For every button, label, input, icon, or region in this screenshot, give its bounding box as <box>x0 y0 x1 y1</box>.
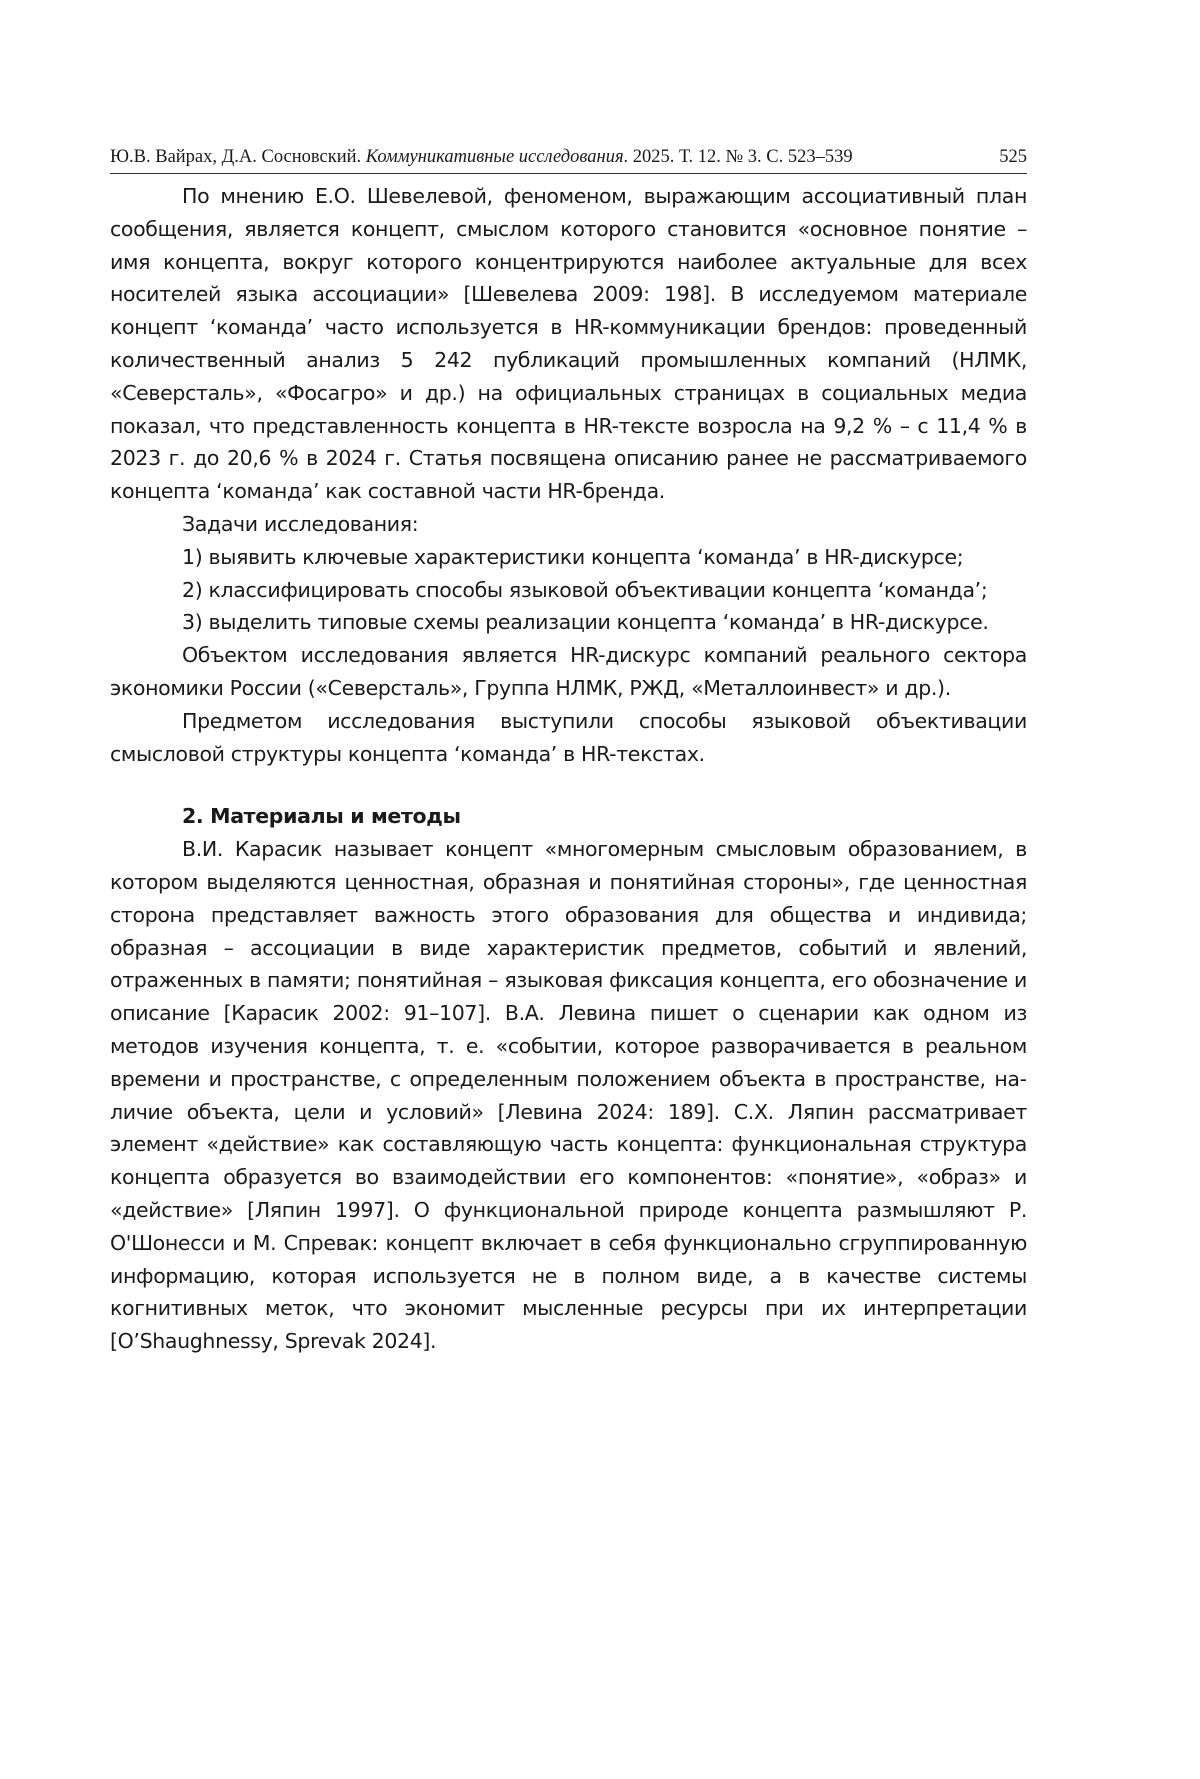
running-head <box>110 146 1027 174</box>
paragraph-concept-definition: По мнению Е.О. Шевелевой, феноменом, выражающим ассоциативный план сообщения, является концепт, смыслом которого становится «основное понятие – имя концепта, вокруг которого концентрируются наиболее актуальные для всех носителей языка ассоциации» [Шевелева 2009: 198]. В исследуемом материале концепт ‘команда’ часто используется в HR-коммуникации брендов: проведенный количественный анализ 5 242 публикаций промышленных компаний (НЛМК, «Северсталь», «Фосагро» и др.) на официальных страницах в социальных медиа показал, что представленность концепта в HR-тексте возросла на 9,2 % – с 11,4 % в 2023 г. до 20,6 % в 2024 г. Статья посвящена описанию ранее не рассматриваемого концепта ‘команда’ как составной части HR-бренда. <box>110 184 1027 504</box>
running-head-citation <box>110 146 853 168</box>
paragraph-methods: В.И. Карасик называет концепт «многомерным смысловым образованием, в котором выделяются ценностная, образная и понятийная стороны», где ценностная сторона представляет важность этого образования для общества и индивида; образная – ассоциации в виде характеристик предметов, событий и явлений, отраженных в памяти; понятийная – языковая фиксация концепта, его обозначение и описание [Карасик 2002: 91–107]. В.А. Левина пишет о сценарии как одном из методов изучения концепта, т. е. «событии, которое разворачивается в реальном времени и пространстве, с определенным положением объекта в пространстве, наличие объекта, цели и условий» [Левина 2024: 189]. С.Х. Ляпин рассматривает элемент «действие» как составляющую часть концепта: функциональная структура концепта образуется во взаимодействии его компонентов: «понятие», «образ» и «действие» [Ляпин 1997]. О функциональной природе концепта размышляют Р. О'Шонесси и М. Спревак: концепт включает в себя функционально сгруппированную информацию, которая используется не в полном виде, а в качестве системы когнитивных меток, что экономит мысленные ресурсы при их интерпретации [O’Shaughnessy, Sprevak 2024]. <box>110 837 1027 1354</box>
paragraph-research-object: Объектом исследования является HR-дискурс компаний реального сектора экономики России («Северсталь», Группа НЛМК, РЖД, «Металлоинвест» и др.). <box>110 643 1027 700</box>
running-head-authors: Ю.В. Вайрах, Д.А. Сосновский. <box>110 147 362 167</box>
intro-text <box>110 180 1027 770</box>
task-item-2: 2) классифицировать способы языковой объективации концепта ‘команда’; <box>182 577 988 602</box>
running-head-issue: . 2025. Т. 12. № 3. С. 523–539 <box>623 147 853 167</box>
paragraph-tasks-label: Задачи исследования: <box>182 511 419 536</box>
section-heading: 2. Материалы и методы <box>182 804 461 829</box>
task-item-1: 1) выявить ключевые характеристики концепта ‘команда’ в HR-дискурсе; <box>182 544 964 569</box>
task-item-3: 3) выделить типовые схемы реализации концепта ‘команда’ в HR-дискурсе. <box>182 610 989 635</box>
section-body <box>110 833 1027 1358</box>
running-head-journal: Коммуникативные исследования <box>365 147 624 167</box>
page <box>110 146 1027 1358</box>
paragraph-research-subject: Предметом исследования выступили способы языковой объективации смысловой структуры концепта ‘команда’ в HR-текстах. <box>110 708 1027 766</box>
page-number: 525 <box>999 147 1027 167</box>
